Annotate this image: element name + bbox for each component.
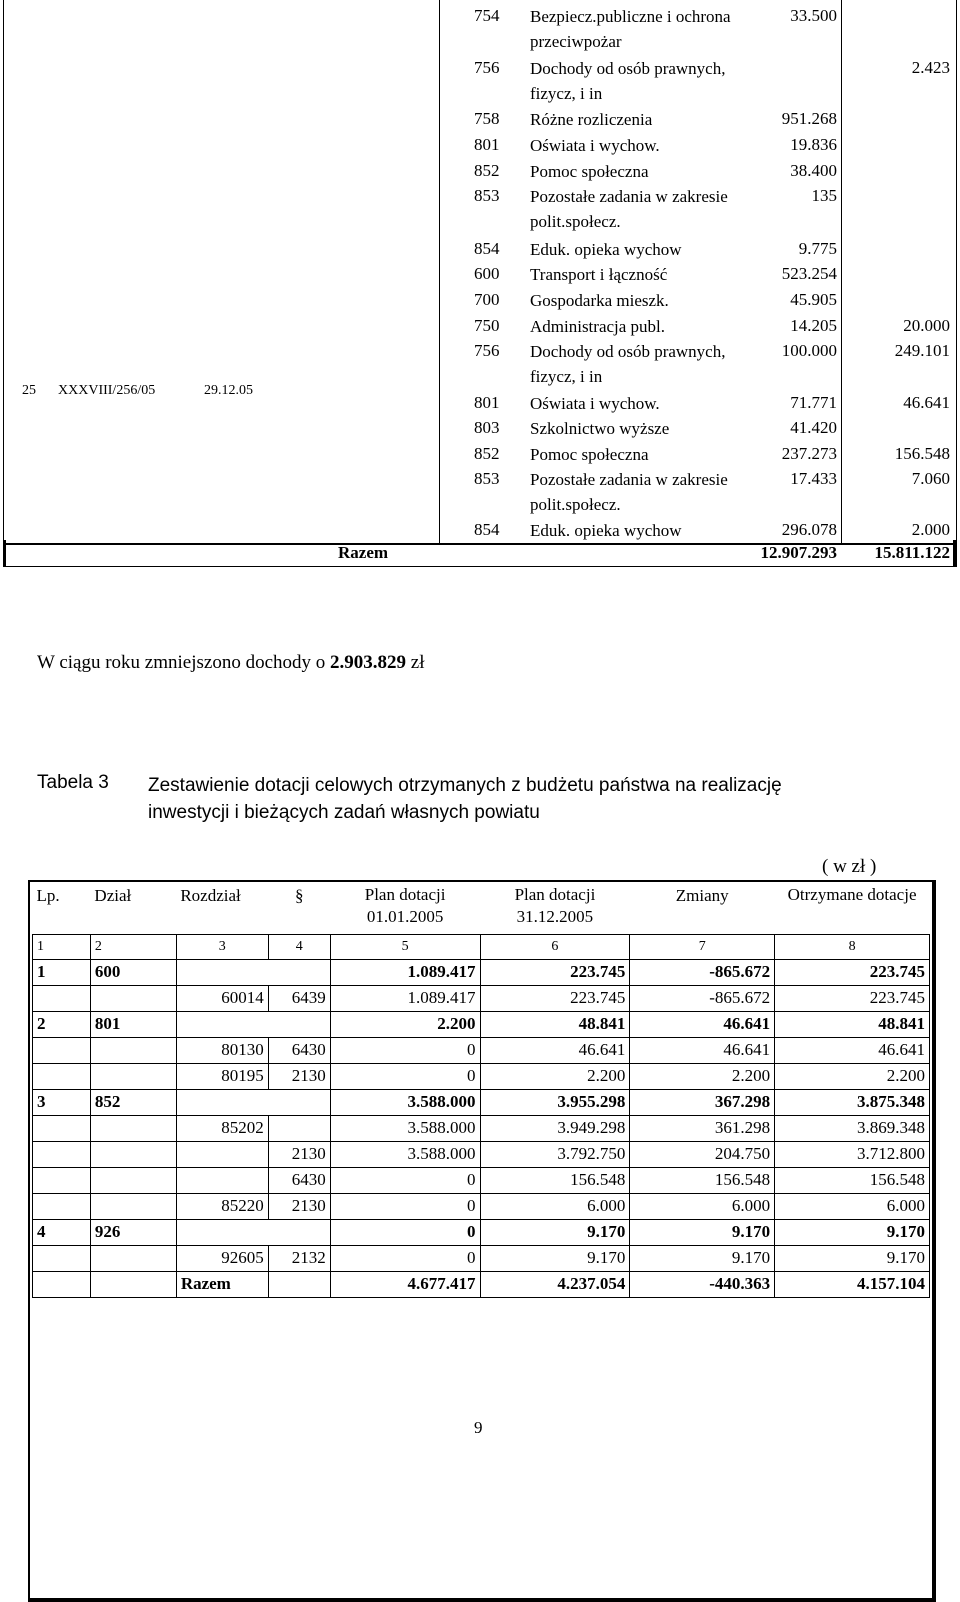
row-plan-end: 2.200 [480,1063,630,1089]
row-changes: 6.000 [630,1193,775,1219]
row-plan-end: 46.641 [480,1037,630,1063]
row-code: 854 [474,520,500,539]
row-paragraph: 6430 [268,1167,330,1193]
row-paragraph [268,1011,330,1037]
row-rozdzial [176,959,268,985]
row-lp [33,1115,91,1141]
row-received: 223.745 [775,959,930,985]
row-rozdzial: 92605 [176,1245,268,1271]
row-plan-start: 0 [330,1037,480,1063]
row-rozdzial [176,1089,268,1115]
note-text: W ciągu roku zmniejszono dochody o [37,652,331,673]
row-name: Oświata i wychow. [530,136,660,155]
table3-title [148,772,782,826]
grants-total-row [33,1271,930,1297]
row-paragraph [268,959,330,985]
row-value-a: 45.905 [790,290,837,309]
row-code: 853 [474,186,500,205]
total-label: Razem [338,543,389,562]
row-plan-end: 9.170 [480,1219,630,1245]
row-plan-start: 3.588.000 [330,1141,480,1167]
header-rozdzial: Rozdział [180,886,241,905]
row-plan-end: 223.745 [480,959,630,985]
row-dzial [90,1115,176,1141]
row-value-a: 38.400 [790,161,837,180]
row-dzial [90,1141,176,1167]
row-received: 6.000 [775,1193,930,1219]
row-received: 2.200 [775,1063,930,1089]
row-lp [33,1245,91,1271]
total-b: 15.811.122 [874,543,950,562]
row-name: Bezpiecz.publiczne i ochrona przeciwpożar [530,7,731,51]
header-dzial: Dział [94,886,132,905]
row-plan-end: 6.000 [480,1193,630,1219]
note-unit: zł [406,652,425,673]
row-rozdzial [176,1167,268,1193]
row-changes: 46.641 [630,1037,775,1063]
column-number: 4 [268,934,330,959]
grants-table-grid [32,884,930,1298]
header-paragraph: § [294,886,304,905]
grant-row [33,1245,930,1271]
row-plan-end: 48.841 [480,1011,630,1037]
row-received: 156.548 [775,1167,930,1193]
row-rozdzial: 80195 [176,1063,268,1089]
row-code: 756 [474,341,500,360]
row-dzial: 852 [90,1089,176,1115]
row-dzial [90,1245,176,1271]
row-value-b: 249.101 [894,341,950,360]
row-name: Pozostałe zadania w zakresie polit.społecz. [530,470,728,514]
row-plan-start: 3.588.000 [330,1115,480,1141]
grants-total-p1: 4.677.417 [330,1271,480,1297]
row-rozdzial [176,1011,268,1037]
row-changes: 9.170 [630,1219,775,1245]
header-row [33,884,930,934]
row-lp [33,1037,91,1063]
column-number: 6 [480,934,630,959]
header-lp: Lp. [36,886,60,905]
row-value-a: 9.775 [798,239,837,258]
row-plan-start: 2.200 [330,1011,480,1037]
grant-row [33,1115,930,1141]
row-name: Eduk. opieka wychow [530,521,682,540]
row-code: 854 [474,239,500,258]
row-dzial: 801 [90,1011,176,1037]
row-lp: 2 [33,1011,91,1037]
row-plan-start: 0 [330,1245,480,1271]
row-received: 9.170 [775,1245,930,1271]
grants-total-label: Razem [176,1271,268,1297]
row-name: Pozostałe zadania w zakresie polit.społecz. [530,187,728,231]
row-paragraph [268,1219,330,1245]
row-value-a: 14.205 [790,316,837,335]
column-number: 2 [90,934,176,959]
row-name: Dochody od osób prawnych, fizycz, i in [530,59,726,103]
row-changes: -865.672 [630,959,775,985]
row-paragraph: 6439 [268,985,330,1011]
row-name: Pomoc społeczna [530,162,649,181]
row-plan-start: 3.588.000 [330,1089,480,1115]
row-name: Administracja publ. [530,317,666,336]
row-changes: 156.548 [630,1167,775,1193]
row-plan-end: 9.170 [480,1245,630,1271]
grant-row [33,959,930,985]
row-changes: -865.672 [630,985,775,1011]
row-paragraph: 2132 [268,1245,330,1271]
row-value-a: 17.433 [790,469,837,488]
row-plan-start: 0 [330,1219,480,1245]
row-changes: 361.298 [630,1115,775,1141]
row-paragraph: 2130 [268,1193,330,1219]
row-lp [33,1063,91,1089]
row-name: Eduk. opieka wychow [530,240,682,259]
row-lp: 4 [33,1219,91,1245]
row-name: Gospodarka mieszk. [530,291,669,310]
row-paragraph: 6430 [268,1037,330,1063]
unit-label: ( w zł ) [822,856,877,877]
header-plan-start: Plan dotacji 01.01.2005 [364,885,446,926]
row-rozdzial: 80130 [176,1037,268,1063]
row-received: 9.170 [775,1219,930,1245]
row-lp: 1 [33,959,91,985]
row-code: 750 [474,316,500,335]
income-note [37,652,425,674]
row-received: 3.712.800 [775,1141,930,1167]
column-number: 8 [775,934,930,959]
row-value-a: 71.771 [790,393,837,412]
row-received: 3.875.348 [775,1089,930,1115]
row-code: 803 [474,418,500,437]
row-received: 48.841 [775,1011,930,1037]
row-dzial [90,1193,176,1219]
note-amount: 2.903.829 [330,652,407,673]
row-code: 852 [474,161,500,180]
page-number: 9 [474,1418,483,1437]
row-value-b: 46.641 [903,393,950,412]
header-plan-end: Plan dotacji 31.12.2005 [514,885,596,926]
row-dzial: 600 [90,959,176,985]
row-changes: 9.170 [630,1245,775,1271]
row-plan-end: 3.792.750 [480,1141,630,1167]
row-value-a: 33.500 [790,6,837,25]
grant-row [33,1037,930,1063]
row-value-b: 20.000 [903,316,950,335]
row-code: 852 [474,444,500,463]
row-name: Oświata i wychow. [530,394,660,413]
column-number-row [33,934,930,959]
grant-row [33,985,930,1011]
row-value-b: 7.060 [911,469,950,488]
row-name: Różne rozliczenia [530,110,653,129]
header-changes: Zmiany [675,886,729,905]
grant-row [33,1193,930,1219]
row-name: Dochody od osób prawnych, fizycz, i in [530,342,726,386]
entry-resolution: XXXVIII/256/05 [58,383,156,398]
row-value-b: 156.548 [894,444,950,463]
table3-label: Tabela 3 [37,772,109,793]
row-changes: 46.641 [630,1011,775,1037]
row-plan-start: 1.089.417 [330,985,480,1011]
row-dzial [90,1037,176,1063]
row-lp [33,1193,91,1219]
row-rozdzial: 85220 [176,1193,268,1219]
row-code: 754 [474,6,500,25]
row-paragraph [268,1115,330,1141]
column-number: 3 [176,934,268,959]
row-plan-end: 156.548 [480,1167,630,1193]
row-paragraph: 2130 [268,1063,330,1089]
row-paragraph: 2130 [268,1141,330,1167]
row-code: 600 [474,264,500,283]
row-value-a: 523.254 [781,264,837,283]
row-code: 756 [474,58,500,77]
row-name: Szkolnictwo wyższe [530,419,670,438]
row-plan-end: 3.949.298 [480,1115,630,1141]
row-rozdzial [176,1219,268,1245]
row-plan-start: 0 [330,1167,480,1193]
column-number: 1 [33,934,91,959]
row-plan-start: 0 [330,1063,480,1089]
grant-row [33,1089,930,1115]
entry-date: 29.12.05 [204,383,253,398]
row-value-a: 41.420 [790,418,837,437]
row-rozdzial: 60014 [176,985,268,1011]
row-code: 700 [474,290,500,309]
row-value-a: 135 [811,186,837,205]
row-dzial [90,1063,176,1089]
row-code: 801 [474,135,500,154]
row-lp [33,1141,91,1167]
row-plan-start: 0 [330,1193,480,1219]
table3-title-line2: inwestycji i bieżących zadań własnych powiatu [148,802,540,823]
row-value-b: 2.000 [911,520,950,539]
row-plan-end: 223.745 [480,985,630,1011]
row-value-a: 296.078 [781,520,837,539]
grants-total-zm: -440.363 [630,1271,775,1297]
row-received: 3.869.348 [775,1115,930,1141]
grant-row [33,1219,930,1245]
row-code: 853 [474,469,500,488]
table3-title-line1: Zestawienie dotacji celowych otrzymanych z budżetu państwa na realizację [148,775,782,796]
grant-row [33,1063,930,1089]
row-code: 758 [474,109,500,128]
row-value-a: 100.000 [781,341,837,360]
header-received: Otrzymane dotacje [787,885,917,904]
row-received: 46.641 [775,1037,930,1063]
row-changes: 367.298 [630,1089,775,1115]
grant-row [33,1141,930,1167]
row-value-a: 951.268 [781,109,837,128]
row-paragraph [268,1089,330,1115]
column-number: 5 [330,934,480,959]
grants-total-otrz: 4.157.104 [775,1271,930,1297]
row-lp: 3 [33,1089,91,1115]
entry-lp: 25 [22,383,36,398]
row-plan-end: 3.955.298 [480,1089,630,1115]
total-a: 12.907.293 [760,543,837,562]
row-value-a: 19.836 [790,135,837,154]
row-rozdzial [176,1141,268,1167]
row-name: Pomoc społeczna [530,445,649,464]
row-changes: 204.750 [630,1141,775,1167]
column-number: 7 [630,934,775,959]
grant-row [33,1167,930,1193]
row-received: 223.745 [775,985,930,1011]
row-value-b: 2.423 [911,58,950,77]
row-lp [33,985,91,1011]
row-value-a: 237.273 [781,444,837,463]
grants-total-p2: 4.237.054 [480,1271,630,1297]
row-changes: 2.200 [630,1063,775,1089]
row-plan-start: 1.089.417 [330,959,480,985]
row-dzial [90,985,176,1011]
row-dzial: 926 [90,1219,176,1245]
row-dzial [90,1167,176,1193]
row-lp [33,1167,91,1193]
grant-row [33,1011,930,1037]
row-code: 801 [474,393,500,412]
row-name: Transport i łączność [530,265,668,284]
row-rozdzial: 85202 [176,1115,268,1141]
